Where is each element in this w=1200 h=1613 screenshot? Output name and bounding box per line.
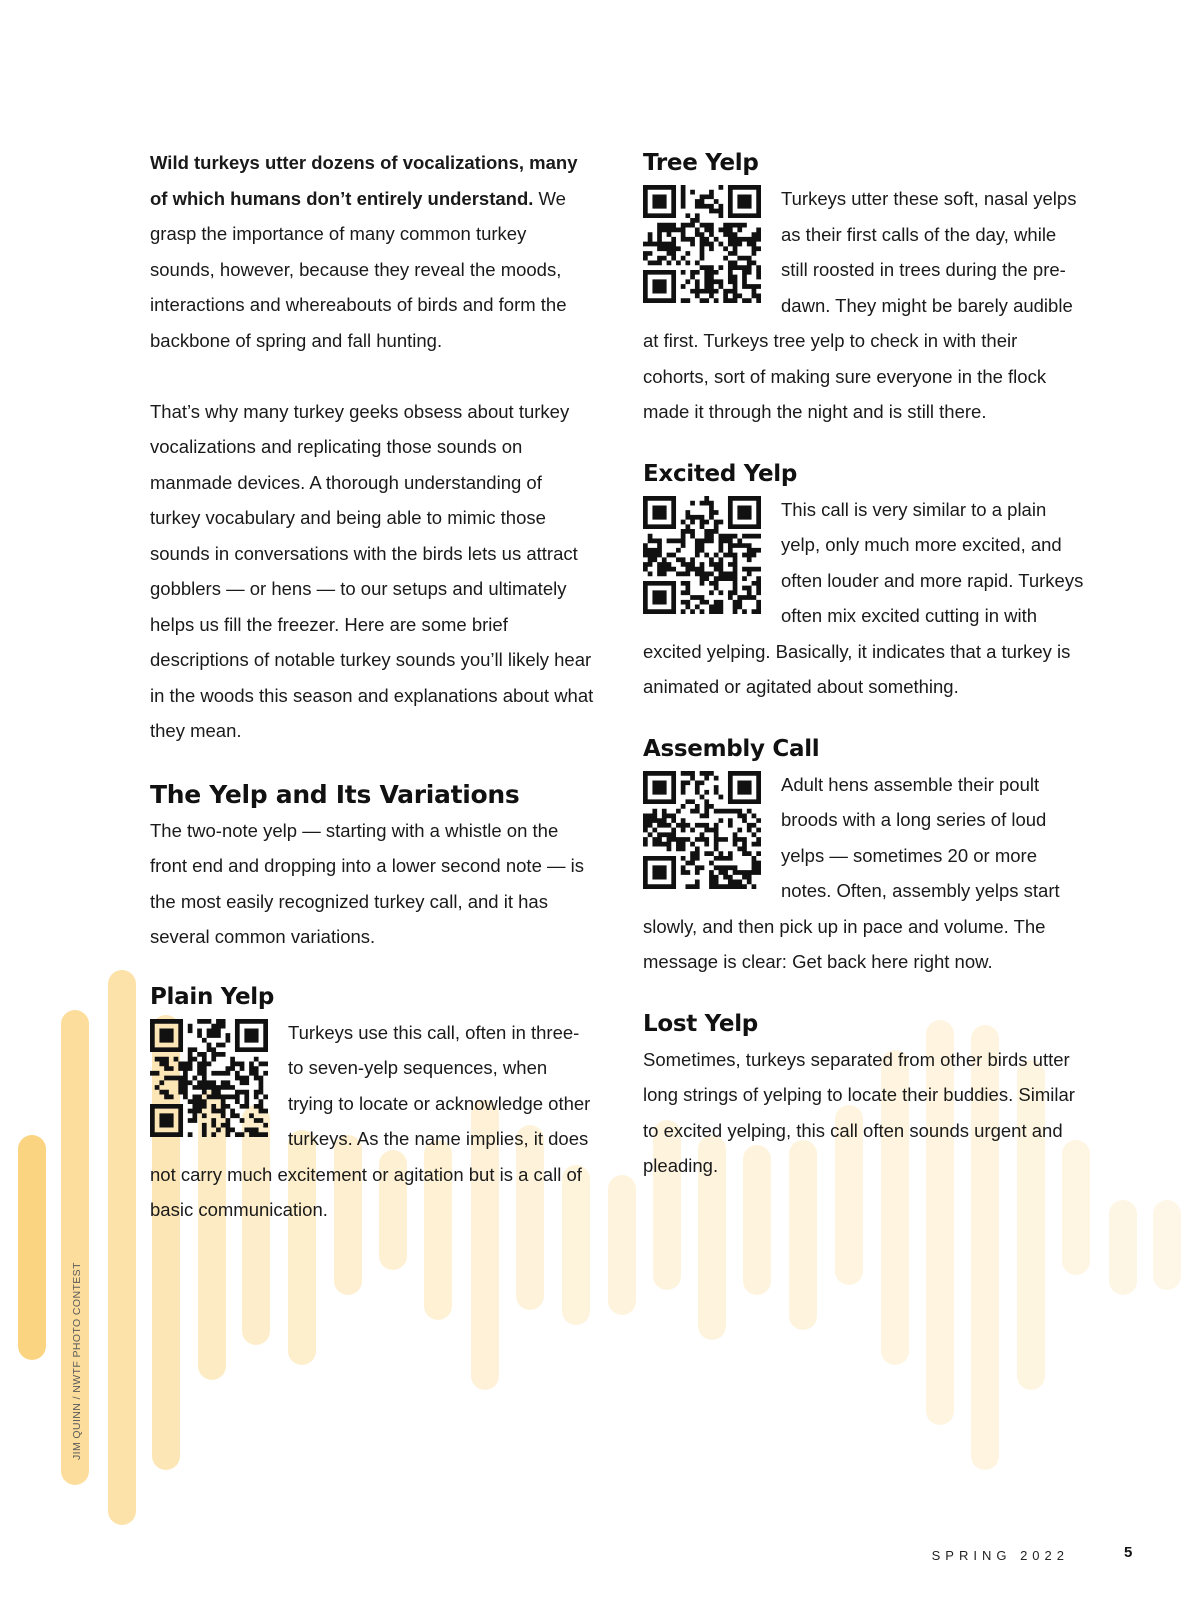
qr-code-icon[interactable] [643, 496, 761, 614]
left-column [150, 145, 595, 1228]
page-number: 5 [1124, 1544, 1133, 1561]
call-text-plain-yelp: Turkeys use this call, often in three- to seven-yelp sequences, when trying to locate or acknowledge other turkeys. As the name implies, it does not carry much excitement or agitation but is a call of basic communication. [150, 1021, 591, 1220]
call-text-tree-yelp: Turkeys utter these soft, nasal yelps as their first calls of the day, while still roosted in trees during the pre-dawn. They might be barely audible at first. Turkeys tree yelp to check in with their cohorts, sort of making sure everyone in the flock made it through the night and is still there. [643, 188, 1077, 422]
soundwave-bar [1153, 1200, 1181, 1290]
call-heading-lost-yelp: Lost Yelp [643, 1010, 758, 1037]
soundwave-bar [608, 1175, 636, 1315]
intro-bold-lead: Wild turkeys utter dozens of vocalizations, many of which humans don’t entirely understand. [150, 152, 578, 209]
call-heading-excited-yelp: Excited Yelp [643, 460, 798, 487]
call-entry-assembly-call [643, 767, 1088, 980]
section-text-yelp: The two-note yelp — starting with a whistle on the front end and dropping into a lower second note — is the most easily recognized turkey call, and it has several common variations. [150, 819, 585, 947]
call-text-excited-yelp: This call is very similar to a plain yelp, only much more excited, and often louder and more rapid. Turkeys often mix excited cutting in with excited yelping. Basically, it indicates that a turkey is animated or agitated about something. [643, 498, 1084, 697]
soundwave-bar [108, 970, 136, 1525]
right-column [643, 145, 1088, 1184]
call-entry-tree-yelp [643, 181, 1088, 430]
footer-issue: SPRING 2022 [931, 1548, 1069, 1563]
intro-paragraph [150, 145, 595, 358]
call-heading-plain-yelp: Plain Yelp [150, 983, 275, 1010]
qr-code-icon[interactable] [643, 185, 761, 303]
intro-paragraph-2: That’s why many turkey geeks obsess about turkey vocalizations and replicating those sounds on manmade devices. A thorough understanding of turkey vocabulary and being able to mimic those sounds in conversations with the birds lets us attract gobblers — or hens — to our setups and ultimately helps us fill the freezer. Here are some brief descriptions of notable turkey sounds you’ll likely hear in the woods this season and explanations about what they mean. [150, 400, 594, 741]
call-text-lost-yelp: Sometimes, turkeys separated from other birds utter long strings of yelping to locate their buddies. Similar to excited yelping, this call often sounds urgent and pleading. [643, 1048, 1075, 1176]
call-entry-plain-yelp [150, 1015, 595, 1228]
call-heading-assembly-call: Assembly Call [643, 735, 820, 762]
call-heading-tree-yelp: Tree Yelp [643, 150, 759, 176]
qr-code-icon[interactable] [643, 771, 761, 889]
intro-lead-rest: We grasp the importance of many common turkey sounds, however, because they reveal the moods, interactions and whereabouts of birds and form the backbone of spring and fall hunting. [150, 187, 567, 351]
call-entry-excited-yelp [643, 492, 1088, 705]
section-heading-yelp: The Yelp and Its Variations [150, 779, 520, 809]
soundwave-bar [18, 1135, 46, 1360]
soundwave-bar [1109, 1200, 1137, 1295]
photo-credit: JIM QUINN / NWTF PHOTO CONTEST [71, 1262, 83, 1460]
qr-code-icon[interactable] [150, 1019, 268, 1137]
call-text-assembly-call: Adult hens assemble their poult broods with a long series of loud yelps — sometimes 20 or more notes. Often, assembly yelps start slowly, and then pick up in pace and volume. The message is clear: Get back here right now. [643, 773, 1060, 972]
